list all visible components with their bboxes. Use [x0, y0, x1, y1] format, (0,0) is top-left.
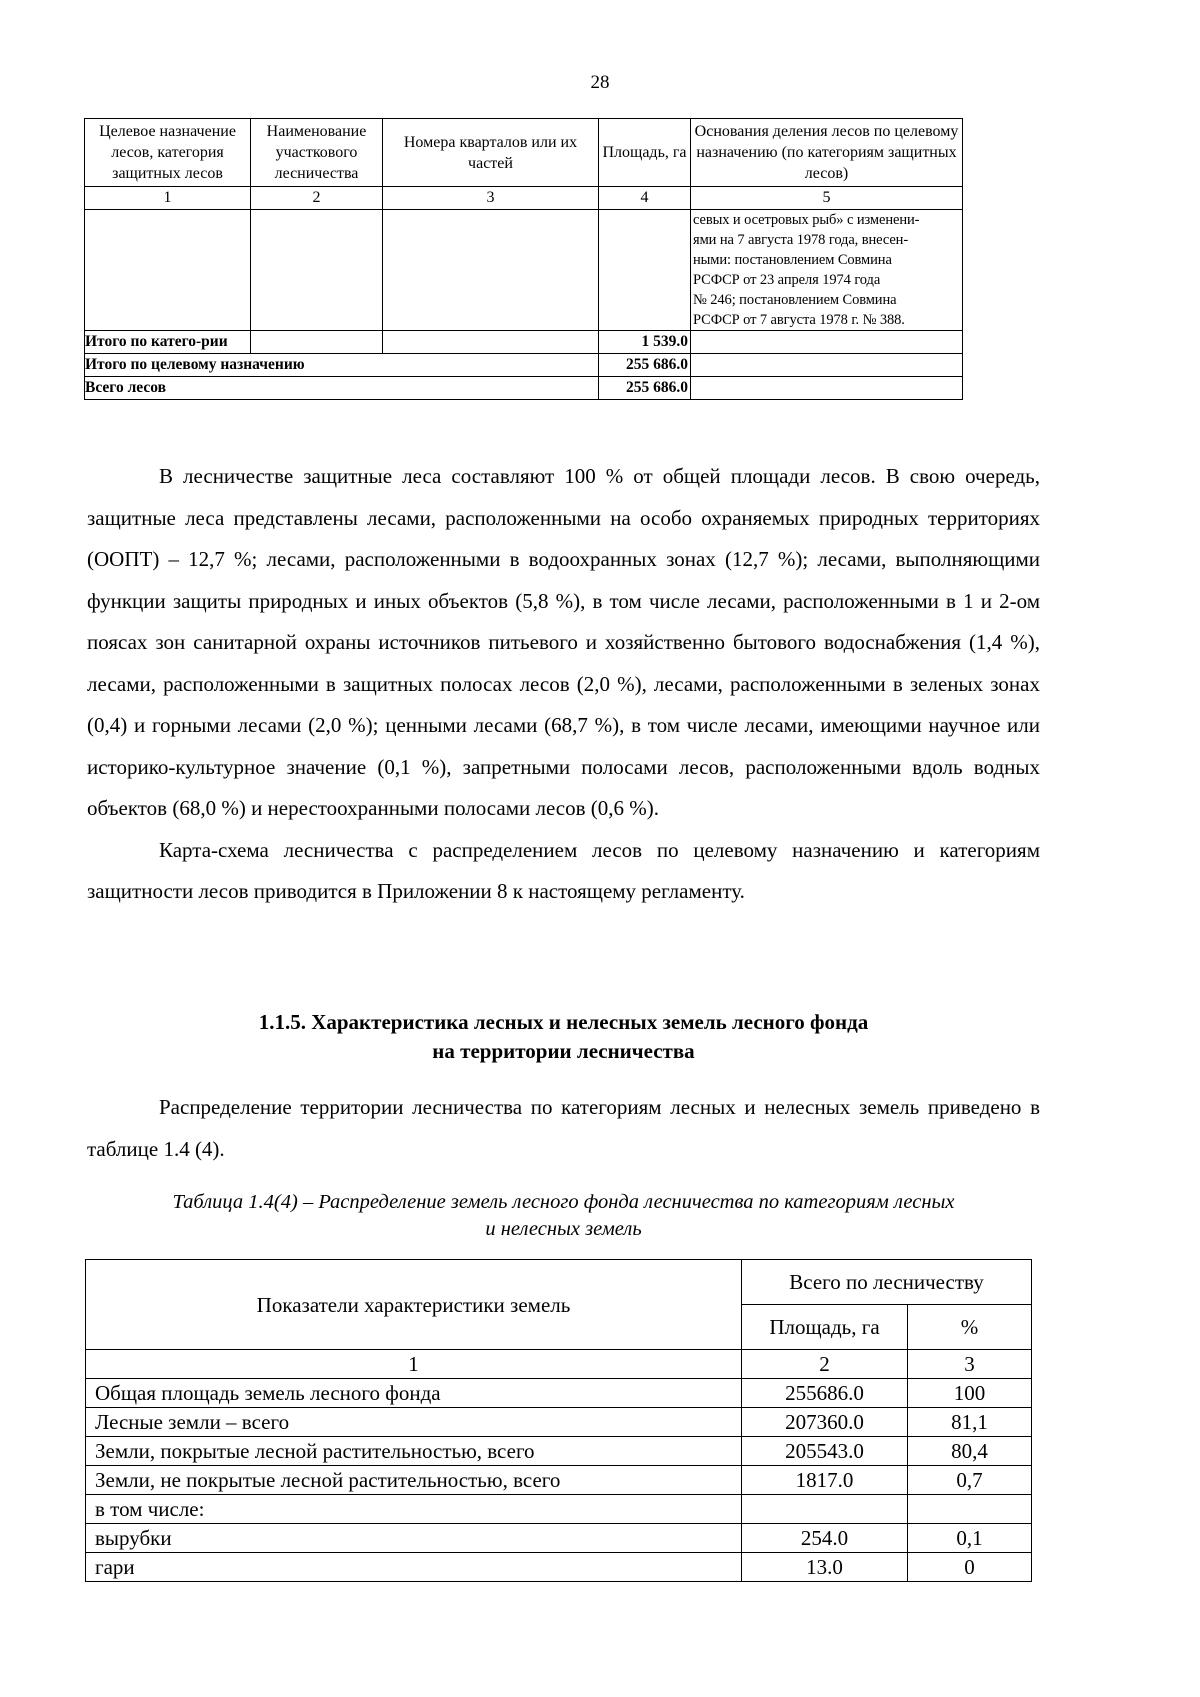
basis-text — [691, 210, 963, 331]
paragraph-map-reference: Карта-схема лесничества с распределением лесов по целевому назначению и категориям защитности лесов приводится в Приложении 8 к настоящему регламенту. — [87, 837, 1040, 903]
col-number: 1 — [85, 187, 251, 210]
row-area: 205543.0 — [742, 1437, 908, 1466]
table-row — [86, 1553, 1032, 1582]
row-area — [742, 1495, 908, 1524]
row-area: 13.0 — [742, 1553, 908, 1582]
total-forests-value: 255 686.0 — [599, 377, 691, 400]
row-name: вырубки — [86, 1524, 742, 1553]
basis-line: № 246; постановлением Совмина — [693, 292, 897, 308]
col-number: 5 — [691, 187, 963, 210]
basis-line: РСФСР от 23 апреля 1974 года — [693, 272, 881, 288]
header-percent: % — [908, 1305, 1032, 1350]
column-number-row — [86, 1350, 1032, 1379]
header-district: Наименование участкового лесничества — [251, 119, 383, 187]
land-categories-table — [85, 1259, 1032, 1582]
table-row — [85, 331, 963, 354]
paragraph-table-reference: Распределение территории лесничества по категориям лесных и нелесных земель приведено в таблице 1.4 (4). — [87, 1095, 1040, 1161]
total-forests-label: Всего лесов — [85, 377, 599, 400]
basis-line: ными: постановлением Совмина — [693, 252, 892, 268]
table-row — [85, 354, 963, 377]
basis-line: ями на 7 августа 1978 года, внесен- — [693, 232, 909, 248]
header-basis: Основания деления лесов по целевому назначению (по категориям защитных лесов) — [691, 119, 963, 187]
col-number: 3 — [383, 187, 599, 210]
header-purpose: Целевое назначение лесов, категория защитных лесов — [85, 119, 251, 187]
table-row — [86, 1437, 1032, 1466]
header-quarters: Номера кварталов или их частей — [383, 119, 599, 187]
header-area: Площадь, га — [742, 1305, 908, 1350]
col-number: 2 — [742, 1350, 908, 1379]
total-purpose-label: Итого по целевому назначению — [85, 354, 599, 377]
row-name: Лесные земли – всего — [86, 1408, 742, 1437]
page-number: 28 — [590, 72, 610, 93]
column-number-row — [85, 187, 963, 210]
row-area: 1817.0 — [742, 1466, 908, 1495]
row-name: гари — [86, 1553, 742, 1582]
header-total: Всего по лесничеству — [742, 1260, 1032, 1305]
table-row — [86, 1379, 1032, 1408]
caption-line: и нелесных земель — [485, 1218, 642, 1240]
row-percent: 0,1 — [908, 1524, 1032, 1553]
table-row — [86, 1466, 1032, 1495]
body-text — [87, 456, 1040, 913]
row-percent: 100 — [908, 1379, 1032, 1408]
col-number: 1 — [86, 1350, 742, 1379]
table-row — [86, 1495, 1032, 1524]
col-number: 4 — [599, 187, 691, 210]
row-percent — [908, 1495, 1032, 1524]
section-heading — [87, 1008, 1040, 1066]
row-percent: 81,1 — [908, 1408, 1032, 1437]
col-number: 3 — [908, 1350, 1032, 1379]
row-percent: 0,7 — [908, 1466, 1032, 1495]
total-purpose-value: 255 686.0 — [599, 354, 691, 377]
basis-line: РСФСР от 7 августа 1978 г. № 388. — [693, 312, 905, 328]
header-indicator: Показатели характеристики земель — [86, 1260, 742, 1350]
row-name: в том числе: — [86, 1495, 742, 1524]
row-name: Земли, покрытые лесной растительностью, всего — [86, 1437, 742, 1466]
row-area: 255686.0 — [742, 1379, 908, 1408]
table-row — [85, 210, 963, 331]
table-caption — [87, 1189, 1040, 1243]
total-category-value: 1 539.0 — [599, 331, 691, 354]
row-area: 254.0 — [742, 1524, 908, 1553]
col-number: 2 — [251, 187, 383, 210]
table-row — [86, 1524, 1032, 1553]
row-name: Общая площадь земель лесного фонда — [86, 1379, 742, 1408]
paragraph-protective-forests: В лесничестве защитные леса составляют 100 % от общей площади лесов. В свою очередь, защитные леса представлены лесами, расположенными на особо охраняемых природных территориях (ООПТ) – 12,7 %; лесами, расположенными в водоохранных зонах (12,7 %); лесами, выполняющими функции защиты природных и иных объектов (5,8 %), в том числе лесами, расположенными в 1 и 2-ом поясах зон санитарной охраны источников питьевого и хозяйственно бытового водоснабжения (1,4 %), лесами, расположенными в защитных полосах лесов (2,0 %), лесами, расположенными в зеленых зонах (0,4) и горными лесами (2,0 %); ценными лесами (68,7 %), в том числе лесами, имеющими научное или историко-культурное значение (0,1 %), запретными полосами лесов, расположенными вдоль водных объектов (68,0 %) и нерестоохранными полосами лесов (0,6 %). — [87, 464, 1040, 820]
basis-line: севых и осетровых рыб» с изменени- — [693, 212, 920, 228]
section-heading-line: на территории лесничества — [432, 1039, 695, 1063]
row-percent: 80,4 — [908, 1437, 1032, 1466]
row-percent: 0 — [908, 1553, 1032, 1582]
table-row — [86, 1408, 1032, 1437]
table-header-row — [86, 1260, 1032, 1305]
row-area: 207360.0 — [742, 1408, 908, 1437]
row-name: Земли, не покрытые лесной растительностью, всего — [86, 1466, 742, 1495]
caption-line: Таблица 1.4(4) – Распределение земель лесного фонда лесничества по категориям лесных — [172, 1191, 955, 1213]
total-category-label: Итого по катего-рии — [85, 331, 251, 354]
body-text — [87, 1087, 1040, 1170]
section-heading-line: 1.1.5. Характеристика лесных и нелесных земель лесного фонда — [258, 1010, 869, 1034]
forest-purpose-table — [84, 118, 963, 400]
header-area: Площадь, га — [599, 119, 691, 187]
table-header-row — [85, 119, 963, 187]
table-row — [85, 377, 963, 400]
